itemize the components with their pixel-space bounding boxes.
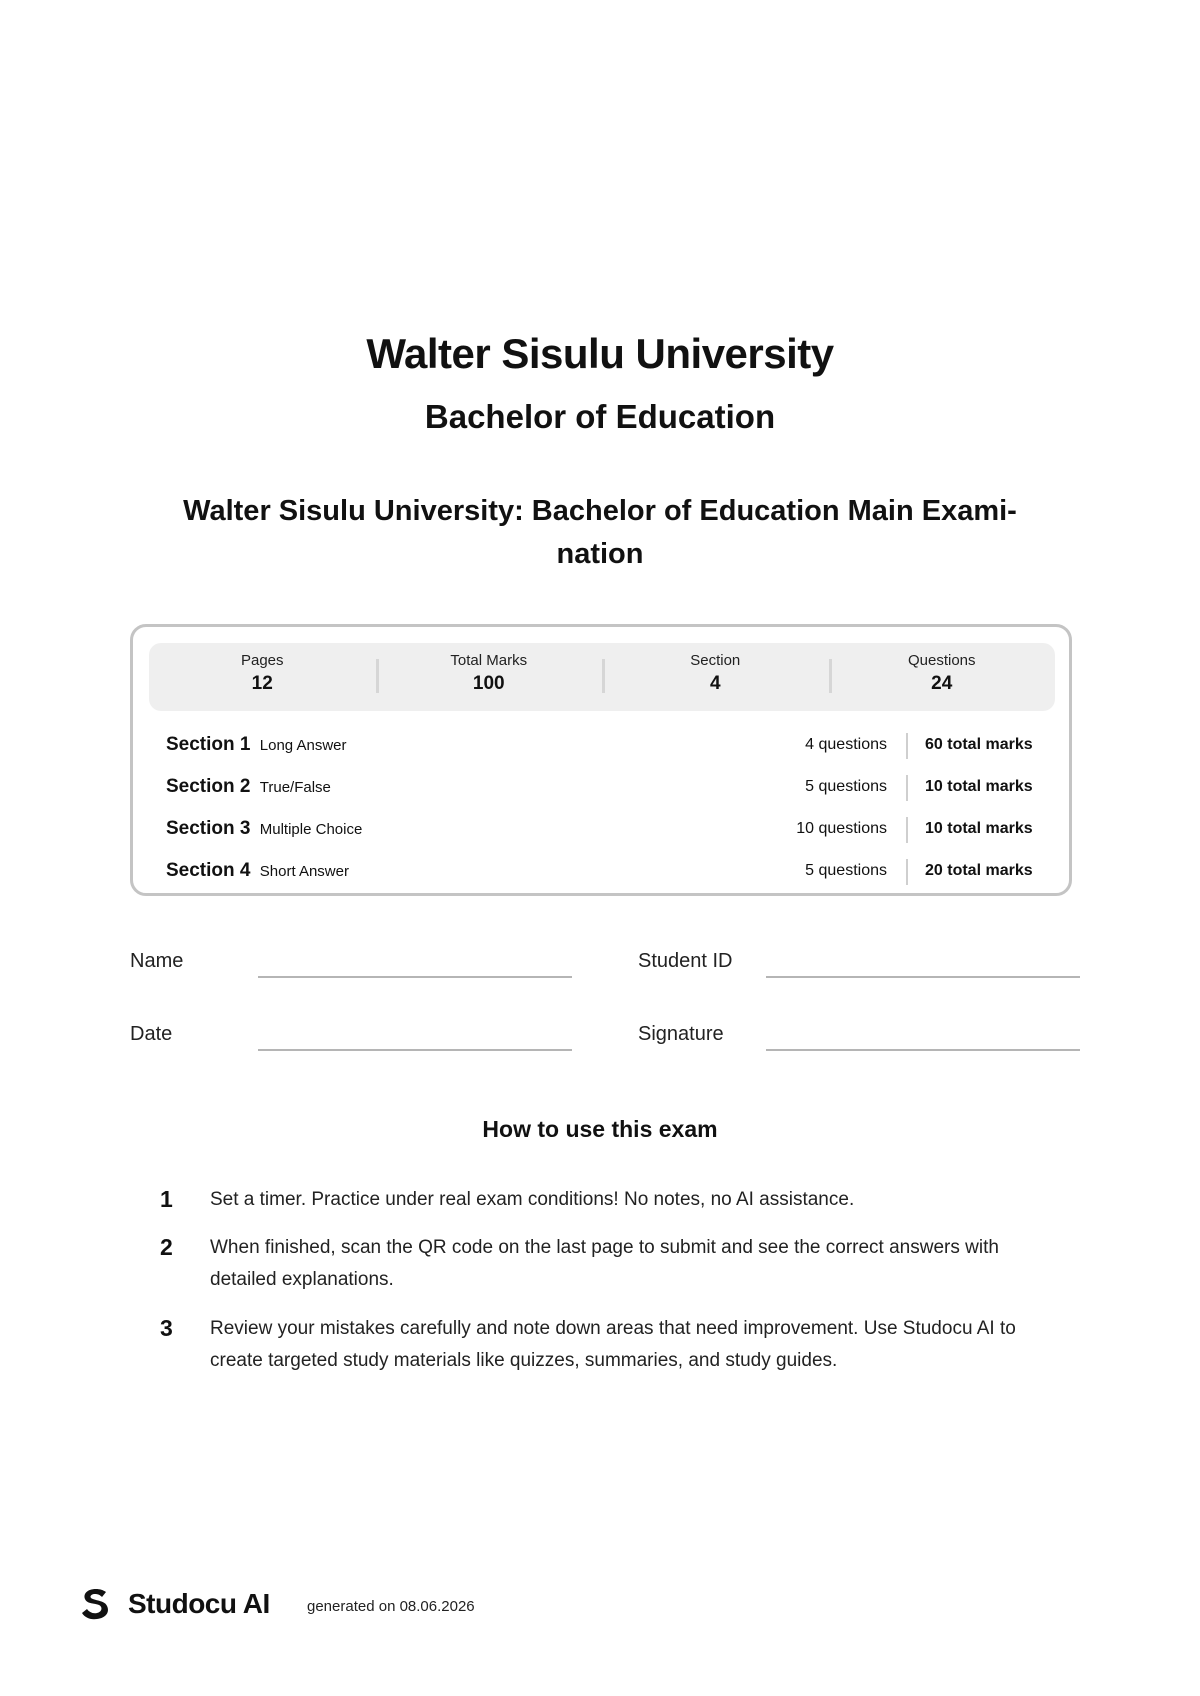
stat-questions xyxy=(829,643,1056,711)
footer-brand: Studocu AI xyxy=(128,1588,270,1619)
section-type: Short Answer xyxy=(259,863,349,880)
exam-title xyxy=(110,490,1090,576)
stat-label: Questions xyxy=(907,652,976,669)
step-number: 2 xyxy=(160,1234,173,1260)
section-type: Multiple Choice xyxy=(259,821,363,838)
section-type: Long Answer xyxy=(259,737,347,754)
name-label: Name xyxy=(130,950,184,972)
section-marks: 10 total marks xyxy=(925,778,1033,795)
section-list xyxy=(133,727,1069,895)
stat-value: 4 xyxy=(709,673,721,694)
stat-total-marks xyxy=(376,643,603,711)
step-text: When finished, scan the QR code on the last page to submit and see the correct answers with detailed explanations. xyxy=(210,1237,999,1290)
signature-field[interactable] xyxy=(766,1049,1080,1051)
howto-step-2 xyxy=(160,1232,1060,1302)
section-name: Section 3 xyxy=(166,818,251,839)
section-name: Section 1 xyxy=(166,734,251,755)
section-heading xyxy=(166,734,347,756)
section-name: Section 4 xyxy=(166,860,251,881)
section-heading xyxy=(166,776,331,798)
university-title: Walter Sisulu University xyxy=(366,330,834,377)
section-type: True/False xyxy=(259,779,331,796)
section-divider xyxy=(906,775,908,801)
section-marks: 10 total marks xyxy=(925,820,1033,837)
student-id-label: Student ID xyxy=(638,950,733,972)
student-id-field[interactable] xyxy=(766,976,1080,978)
stat-section xyxy=(602,643,829,711)
exam-summary-box xyxy=(130,624,1072,896)
stat-value: 12 xyxy=(251,673,273,694)
howto-title: How to use this exam xyxy=(482,1116,718,1142)
section-row-1 xyxy=(133,727,1069,769)
howto-step-3 xyxy=(160,1313,1060,1383)
stat-value: 100 xyxy=(472,673,505,694)
date-field[interactable] xyxy=(258,1049,572,1051)
step-number: 3 xyxy=(160,1315,173,1341)
stat-label: Pages xyxy=(240,652,284,669)
section-marks: 60 total marks xyxy=(925,736,1033,753)
name-field[interactable] xyxy=(258,976,572,978)
stat-pages xyxy=(149,643,376,711)
section-row-2 xyxy=(133,769,1069,811)
section-row-4 xyxy=(133,853,1069,895)
section-heading xyxy=(166,860,349,882)
generated-date: generated on 08.06.2026 xyxy=(307,1598,475,1615)
stat-label: Section xyxy=(690,652,741,669)
date-label: Date xyxy=(130,1023,173,1045)
section-questions: 5 questions xyxy=(805,862,887,879)
howto-step-1 xyxy=(160,1184,1060,1224)
section-marks: 20 total marks xyxy=(925,862,1033,879)
program-title: Bachelor of Education xyxy=(424,398,776,435)
stats-bar xyxy=(149,643,1055,711)
signature-label: Signature xyxy=(638,1023,724,1045)
step-text: Review your mistakes carefully and note down areas that need improvement. Use Studocu AI to create targeted study materials like quizzes, summaries, and study guides. xyxy=(210,1318,1016,1371)
exam-title-line-2: nation xyxy=(556,538,644,570)
stat-value: 24 xyxy=(931,673,953,694)
stat-label: Total Marks xyxy=(450,652,528,669)
exam-title-line-1: Walter Sisulu University: Bachelor of Education Main Exami- xyxy=(183,495,1017,527)
section-questions: 4 questions xyxy=(805,736,887,753)
section-questions: 10 questions xyxy=(796,820,887,837)
section-questions: 5 questions xyxy=(805,778,887,795)
section-row-3 xyxy=(133,811,1069,853)
section-divider xyxy=(906,859,908,885)
studocu-logo-icon xyxy=(78,1586,114,1622)
section-name: Section 2 xyxy=(166,776,251,797)
section-divider xyxy=(906,733,908,759)
step-number: 1 xyxy=(160,1186,173,1212)
section-divider xyxy=(906,817,908,843)
step-text: Set a timer. Practice under real exam conditions! No notes, no AI assistance. xyxy=(210,1189,855,1210)
section-heading xyxy=(166,818,362,840)
